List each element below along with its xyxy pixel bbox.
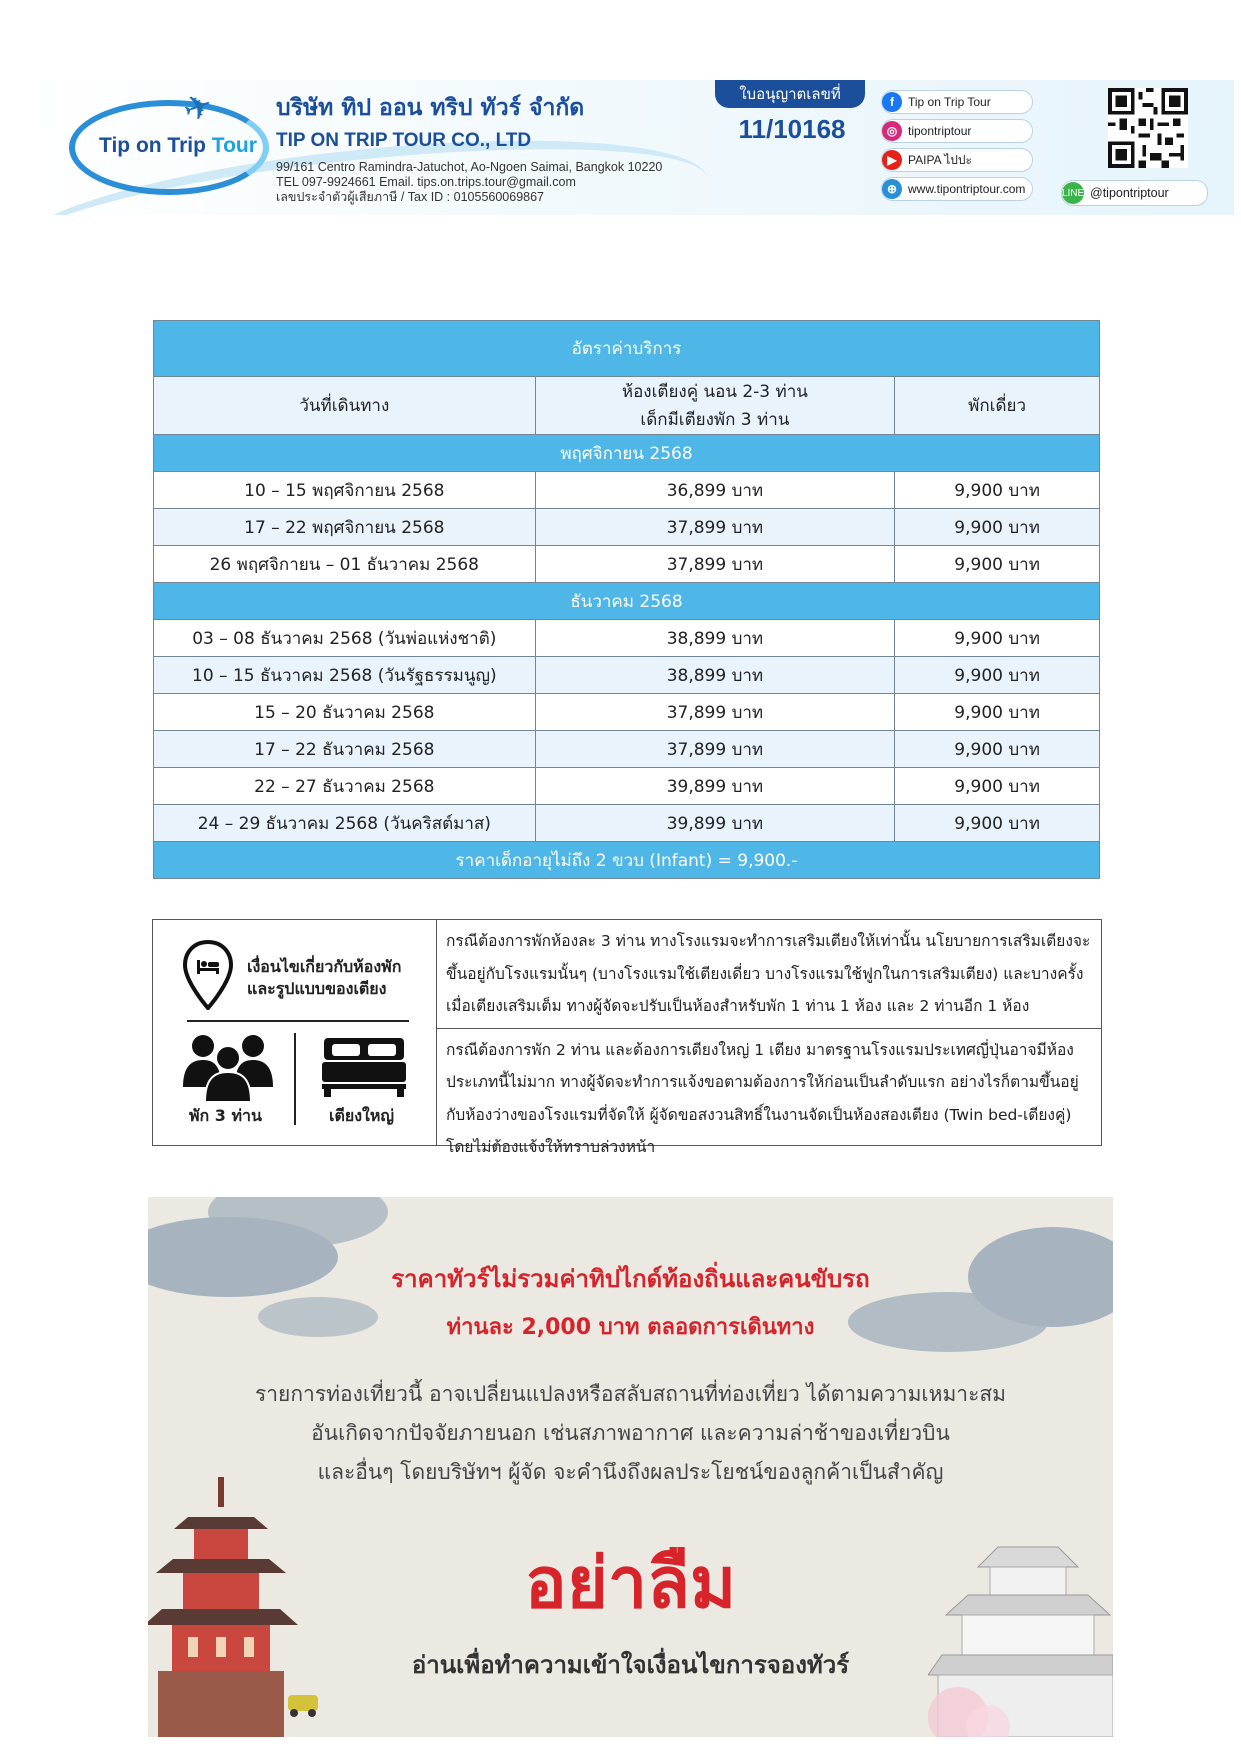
social-instagram-label: tipontriptour bbox=[908, 124, 972, 138]
row-twin-price: 39,899 บาท bbox=[535, 768, 895, 805]
row-date: 10 – 15 พฤศจิกายน 2568 bbox=[154, 472, 536, 509]
company-name-en: TIP ON TRIP TOUR CO., LTD bbox=[276, 130, 532, 151]
double-bed-icon bbox=[320, 1036, 408, 1098]
infant-price-row bbox=[154, 842, 1100, 879]
row-twin-price: 37,899 บาท bbox=[535, 694, 895, 731]
infant-price-note: ราคาเด็กอายุไม่ถึง 2 ขวบ (Infant) = 9,900.- bbox=[154, 842, 1100, 879]
row-single-price: 9,900 บาท bbox=[895, 620, 1100, 657]
social-website[interactable] bbox=[881, 177, 1033, 201]
company-name-th: บริษัท ทิป ออน ทริป ทัวร์ จำกัด bbox=[276, 95, 585, 121]
row-single-price: 9,900 บาท bbox=[895, 694, 1100, 731]
room-conditions-graphic bbox=[153, 920, 437, 1145]
qr-code-icon[interactable] bbox=[1108, 88, 1188, 168]
notice-body-line2: อันเกิดจากปัจจัยภายนอก เช่นสภาพอากาศ และความล่าช้าของเที่ยวบิน bbox=[311, 1421, 950, 1445]
row-twin-price: 36,899 บาท bbox=[535, 472, 895, 509]
col-header-twin-line1: ห้องเตียงคู่ นอน 2-3 ท่าน bbox=[621, 381, 808, 402]
logo-text bbox=[99, 134, 257, 158]
table-row bbox=[154, 731, 1100, 768]
hotel-location-pin-icon bbox=[183, 940, 233, 1010]
row-date: 22 – 27 ธันวาคม 2568 bbox=[154, 768, 536, 805]
col-header-twin-line2: เด็กมีเตียงพัก 3 ท่าน bbox=[640, 409, 790, 430]
company-tax-id: เลขประจำตัวผู้เสียภาษี / Tax ID : 0105560069867 bbox=[276, 190, 545, 204]
company-info bbox=[276, 90, 662, 205]
graphic-divider bbox=[187, 1020, 409, 1022]
logo-text-main: Tip on Trip bbox=[99, 134, 206, 157]
table-row bbox=[154, 657, 1100, 694]
instagram-icon: ◎ bbox=[882, 121, 902, 141]
price-table-title: อัตราค่าบริการ bbox=[154, 321, 1100, 377]
row-twin-price: 37,899 บาท bbox=[535, 509, 895, 546]
row-date: 26 พฤศจิกายน – 01 ธันวาคม 2568 bbox=[154, 546, 536, 583]
social-website-label: www.tipontriptour.com bbox=[908, 182, 1026, 196]
company-contact: TEL 097-9924661 Email. tips.on.trips.tour@gmail.com bbox=[276, 175, 576, 189]
price-table bbox=[153, 320, 1100, 879]
month-row-november bbox=[154, 435, 1100, 472]
notice-tip-amount: ท่านละ 2,000 บาท ตลอดการเดินทาง bbox=[446, 1315, 815, 1340]
notice-dont-forget: อย่าลืม bbox=[524, 1542, 737, 1624]
row-twin-price: 39,899 บาท bbox=[535, 805, 895, 842]
youtube-icon: ▶ bbox=[882, 150, 902, 170]
month-label: ธันวาคม 2568 bbox=[154, 583, 1100, 620]
room-conditions-box bbox=[152, 919, 1102, 1156]
table-row bbox=[154, 509, 1100, 546]
license-block bbox=[697, 80, 887, 156]
row-single-price: 9,900 บาท bbox=[895, 472, 1100, 509]
license-label: ใบอนุญาตเลขที่ bbox=[715, 80, 865, 108]
row-single-price: 9,900 บาท bbox=[895, 768, 1100, 805]
room-conditions-title bbox=[247, 956, 401, 1000]
three-people-icon bbox=[181, 1032, 275, 1102]
row-date: 17 – 22 ธันวาคม 2568 bbox=[154, 731, 536, 768]
month-row-december bbox=[154, 583, 1100, 620]
month-label: พฤศจิกายน 2568 bbox=[154, 435, 1100, 472]
caption-three-people: พัก 3 ท่าน bbox=[189, 1106, 262, 1125]
social-youtube-label: PAIPA ไปปะ bbox=[908, 152, 972, 167]
notice-banner bbox=[148, 1197, 1113, 1737]
notice-read-conditions: อ่านเพื่อทำความเข้าใจเงื่อนไขการจองทัวร์ bbox=[411, 1651, 850, 1679]
castle-illustration-icon bbox=[928, 1527, 1113, 1737]
notice-tip-excluded: ราคาทัวร์ไม่รวมค่าทิปไกด์ท้องถิ่นและคนขับรถ bbox=[391, 1265, 870, 1293]
row-date: 17 – 22 พฤศจิกายน 2568 bbox=[154, 509, 536, 546]
row-single-price: 9,900 บาท bbox=[895, 509, 1100, 546]
graphic-vertical-divider bbox=[294, 1033, 296, 1125]
social-instagram[interactable] bbox=[881, 119, 1033, 143]
table-row bbox=[154, 472, 1100, 509]
table-row bbox=[154, 620, 1100, 657]
social-youtube[interactable] bbox=[881, 148, 1033, 172]
row-date: 10 – 15 ธันวาคม 2568 (วันรัฐธรรมนูญ) bbox=[154, 657, 536, 694]
line-id-label: @tipontriptour bbox=[1090, 186, 1169, 200]
col-header-date: วันที่เดินทาง bbox=[154, 377, 536, 435]
facebook-icon: f bbox=[882, 92, 902, 112]
notice-body-line3: และอื่นๆ โดยบริษัทฯ ผู้จัด จะคำนึงถึงผลประโยชน์ของลูกค้าเป็นสำคัญ bbox=[317, 1460, 944, 1484]
airplane-icon: ✈ bbox=[178, 84, 219, 132]
table-row bbox=[154, 546, 1100, 583]
row-twin-price: 37,899 บาท bbox=[535, 731, 895, 768]
room-conditions-title-line1: เงื่อนไขเกี่ยวกับห้องพัก bbox=[247, 957, 402, 976]
table-row bbox=[154, 805, 1100, 842]
social-facebook-label: Tip on Trip Tour bbox=[908, 95, 991, 109]
row-single-price: 9,900 บาท bbox=[895, 731, 1100, 768]
row-single-price: 9,900 บาท bbox=[895, 546, 1100, 583]
license-number: 11/10168 bbox=[738, 114, 846, 144]
header-banner bbox=[29, 80, 1234, 215]
company-address: 99/161 Centro Ramindra-Jatuchot, Ao-Ngoen Saimai, Bangkok 10220 bbox=[276, 160, 663, 174]
social-links bbox=[881, 90, 1033, 206]
price-table-header-row bbox=[154, 377, 1100, 435]
row-date: 03 – 08 ธันวาคม 2568 (วันพ่อแห่งชาติ) bbox=[154, 620, 536, 657]
company-logo bbox=[69, 84, 274, 202]
row-twin-price: 38,899 บาท bbox=[535, 620, 895, 657]
room-conditions-title-line2: และรูปแบบของเตียง bbox=[247, 979, 387, 998]
room-conditions-text bbox=[437, 920, 1101, 1156]
social-facebook[interactable] bbox=[881, 90, 1033, 114]
col-header-single: พักเดี่ยว bbox=[895, 377, 1100, 435]
notice-body-line1: รายการท่องเที่ยวนี้ อาจเปลี่ยนแปลงหรือสลับสถานที่ท่องเที่ยว ได้ตามความเหมาะสม bbox=[254, 1382, 1007, 1406]
row-date: 24 – 29 ธันวาคม 2568 (วันคริสต์มาส) bbox=[154, 805, 536, 842]
row-twin-price: 38,899 บาท bbox=[535, 657, 895, 694]
row-twin-price: 37,899 บาท bbox=[535, 546, 895, 583]
room-condition-triple: กรณีต้องการพักห้องละ 3 ท่าน ทางโรงแรมจะทำการเสริมเตียงให้เท่านั้น นโยบายการเสริมเตียงจะขึ้นอยู่กับโรงแรมนั้นๆ (บางโรงแรมใช้เตียงเดี่ยว บางโรงแรมใช้ฟูกในการเสริมเตียง) และบางครั้งเมื่อเตียงเสริมเต็ม ทางผู้จัดจะปรับเป็นห้องสำหรับพัก 1 ท่าน 1 ห้อง และ 2 ท่านอีก 1 ห้อง bbox=[446, 932, 1091, 1015]
web-icon: ⊕ bbox=[882, 179, 902, 199]
row-single-price: 9,900 บาท bbox=[895, 657, 1100, 694]
company-address-block bbox=[276, 160, 662, 205]
caption-double-bed: เตียงใหญ่ bbox=[329, 1106, 395, 1125]
price-table-title-row bbox=[154, 321, 1100, 377]
line-id-badge[interactable] bbox=[1061, 180, 1208, 206]
col-header-twin bbox=[535, 377, 895, 435]
table-row bbox=[154, 694, 1100, 731]
pagoda-illustration-icon bbox=[148, 1467, 318, 1737]
table-row bbox=[154, 768, 1100, 805]
row-date: 15 – 20 ธันวาคม 2568 bbox=[154, 694, 536, 731]
row-single-price: 9,900 บาท bbox=[895, 805, 1100, 842]
line-icon: LINE bbox=[1062, 182, 1084, 204]
logo-text-alt: Tour bbox=[211, 134, 257, 157]
room-condition-double-bed: กรณีต้องการพัก 2 ท่าน และต้องการเตียงใหญ่ 1 เตียง มาตรฐานโรงแรมประเทศญี่ปุ่นอาจมีห้องประเภทนี้ไม่มาก ทางผู้จัดจะทำการแจ้งขอตามต้องการให้ก่อนเป็นลำดับแรก อย่างไรก็ตามขึ้นอยู่กับห้องว่างของโรงแรมที่จัดให้ ผู้จัดขอสงวนสิทธิ์ในงานจัดเป็นห้องสองเตียง (Twin bed-เตียงคู่) โดยไม่ต้องแจ้งให้ทราบล่วงหน้า bbox=[437, 1028, 1101, 1169]
